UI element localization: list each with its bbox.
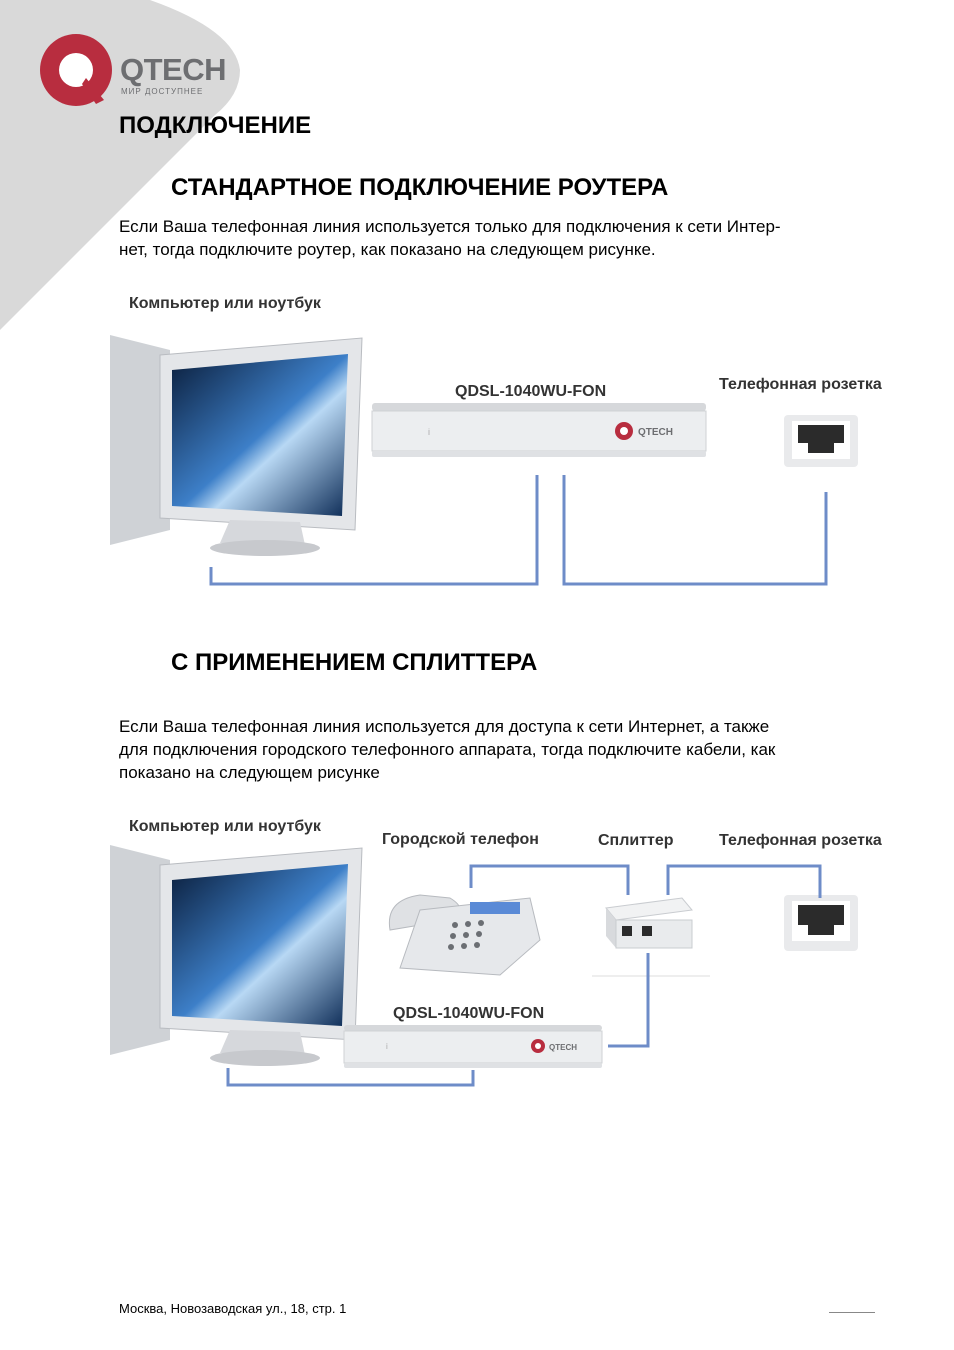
diagram2-router-label: QDSL-1040WU-FON [393, 1005, 545, 1022]
brand-name: QTECH [120, 52, 226, 87]
diagram2-socket-label: Телефонная розетка [719, 832, 882, 849]
footer-divider [829, 1312, 875, 1313]
page-title: ПОДКЛЮЧЕНИЕ [119, 112, 312, 139]
diagram1-computer-label: Компьютер или ноутбук [129, 295, 321, 312]
section2-text-line3: показано на следующем рисунке [119, 763, 380, 782]
section1-heading: СТАНДАРТНОЕ ПОДКЛЮЧЕНИЕ РОУТЕРА [171, 174, 669, 201]
footer-address: Москва, Новозаводская ул., 18, стр. 1 [119, 1301, 347, 1316]
section1-text-line1: Если Ваша телефонная линия используется только для подключения к сети Интер- [119, 217, 781, 236]
brand-tagline: МИР ДОСТУПНЕЕ [121, 87, 204, 96]
diagram2-phone-label: Городской телефон [382, 831, 539, 848]
diagram1-router-label: QDSL-1040WU-FON [455, 383, 607, 400]
section1-text-line2: нет, тогда подключите роутер, как показано на следующем рисунке. [119, 240, 656, 259]
diagram2-computer-label: Компьютер или ноутбук [129, 818, 321, 835]
diagram1-socket-label: Телефонная розетка [719, 376, 882, 393]
section2-text-line1: Если Ваша телефонная линия используется для доступа к сети Интернет, а также [119, 717, 770, 736]
diagram2-router-brand: QTECH [549, 1043, 577, 1052]
section2-heading: С ПРИМЕНЕНИЕМ СПЛИТТЕРА [171, 649, 538, 676]
svg-text:i: i [428, 427, 430, 437]
diagram1-router-brand: QTECH [638, 427, 673, 438]
section2-text-line2: для подключения городского телефонного аппарата, тогда подключите кабели, как [119, 740, 776, 759]
svg-text:i: i [386, 1042, 388, 1051]
diagram2-splitter-label: Сплиттер [598, 832, 674, 849]
